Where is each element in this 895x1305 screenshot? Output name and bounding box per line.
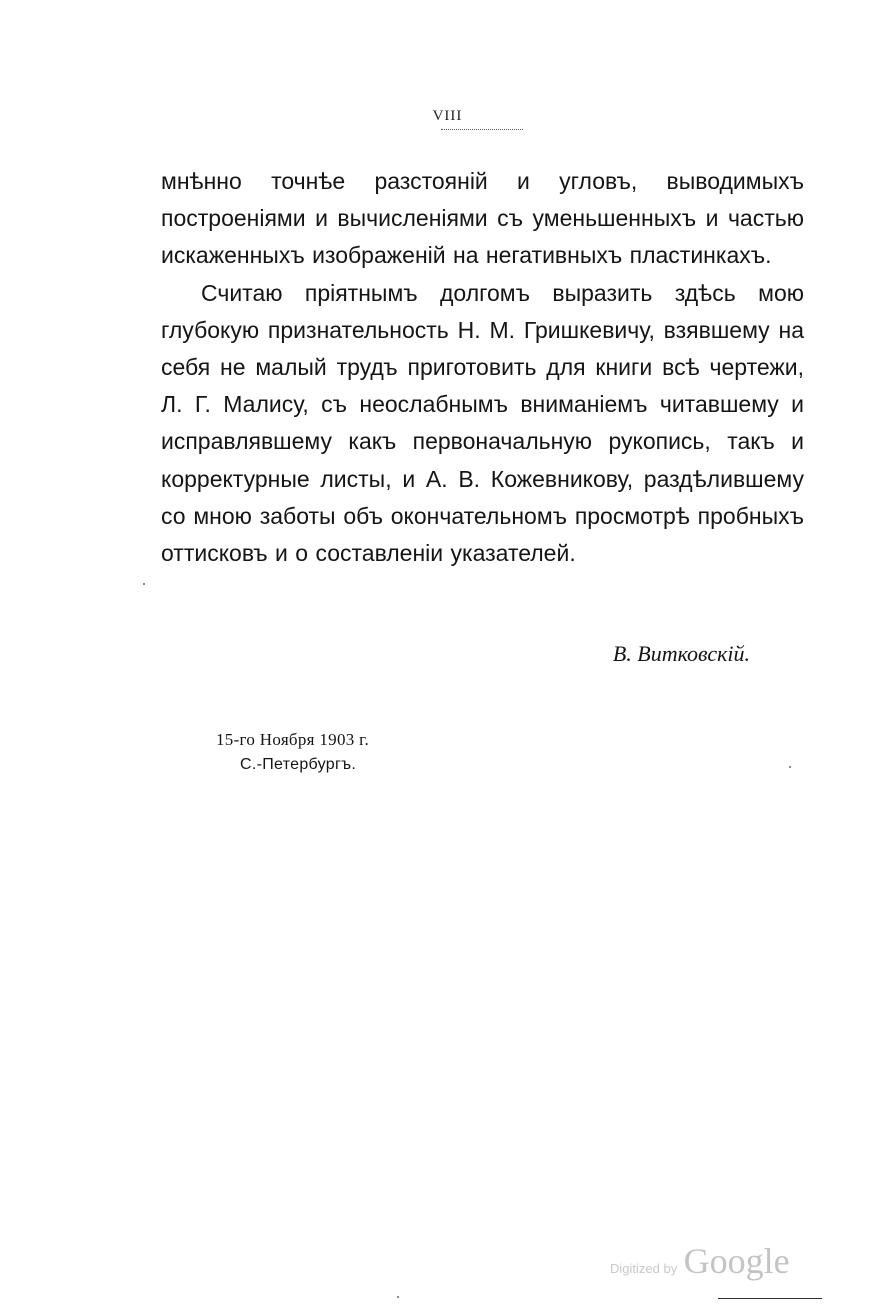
digitized-by-google-watermark xyxy=(610,1240,790,1282)
page-number: VIII xyxy=(432,108,463,124)
watermark-prefix: Digitized by xyxy=(610,1261,678,1276)
scan-speck xyxy=(397,1296,399,1298)
bottom-rule xyxy=(718,1298,822,1299)
google-logo: Google xyxy=(683,1241,790,1281)
place-line: С.-Петербургъ. xyxy=(240,756,357,773)
page-number-rule xyxy=(441,129,523,130)
scan-speck xyxy=(789,766,791,768)
paragraph-acknowledgement: Считаю пріятнымъ долгомъ выразить здѣсь мою глубокую признательность Н. М. Гришкевичу, взявшему на себя не малый трудъ приготовить для книги всѣ чертежи, Л. Г. Малису, съ неослабнымъ вниманіемъ читавшему и исправлявшему какъ первоначальную рукопись, такъ и корректурные листы, и А. В. Кожевникову, раздѣлившему со мною заботы объ окончательномъ просмотрѣ пробныхъ оттисковъ и о составленіи указателей. xyxy=(161,279,804,567)
date-line: 15-го Ноября 1903 г. xyxy=(216,730,370,749)
scan-speck xyxy=(143,583,145,585)
body-text xyxy=(161,163,804,572)
author-signature: В. Витковскій. xyxy=(612,641,750,666)
paragraph-continuation: мнѣнно точнѣе разстояній и угловъ, выводимыхъ построеніями и вычисленіями съ уменьшенныхъ и частью искаженныхъ изображеній на негативныхъ пластинкахъ. xyxy=(161,168,804,269)
